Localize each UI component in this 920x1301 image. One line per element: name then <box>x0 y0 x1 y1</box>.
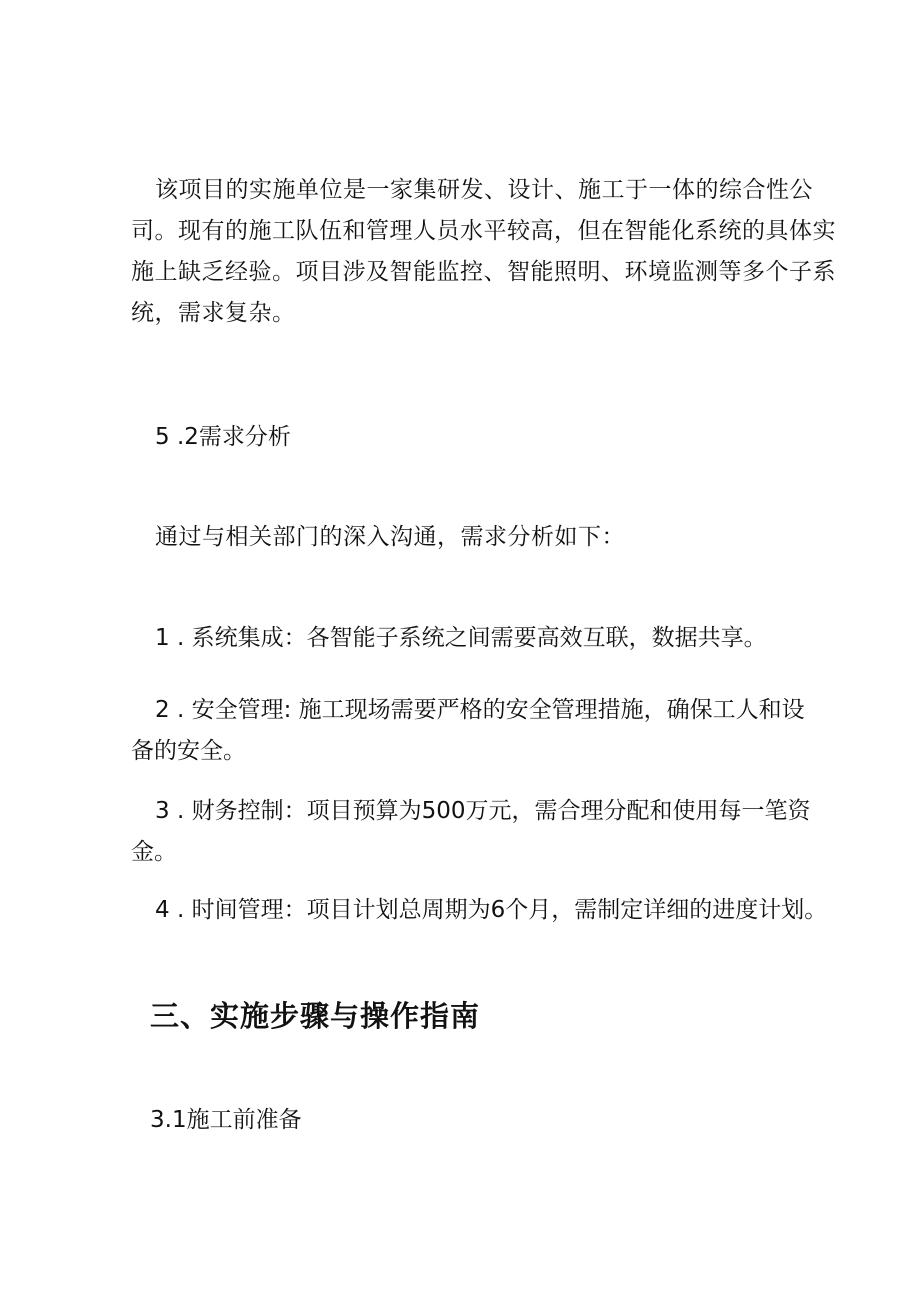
item-number: 3 <box>155 798 170 824</box>
intro-line-4: 统，需求复杂。 <box>131 300 296 326</box>
item-continuation: 金。 <box>131 839 177 865</box>
requirements-intro <box>155 517 815 558</box>
item-number: 1 <box>155 625 170 651</box>
item-number: 4 <box>155 897 170 923</box>
item-continuation: 备的安全。 <box>131 738 246 764</box>
list-item <box>155 890 827 931</box>
list-item <box>131 791 811 873</box>
requirements-intro-text: 通过与相关部门的深入沟通，需求分析如下： <box>155 524 625 550</box>
section-3-1-heading: 3.1施工前准备 <box>150 1107 302 1133</box>
section-5-2-heading: 5 .2需求分析 <box>155 424 291 450</box>
list-item <box>131 690 805 772</box>
item-text: . 安全管理: 施工现场需要严格的安全管理措施，确保工人和设 <box>169 697 805 723</box>
intro-line-1: 该项目的实施单位是一家集研发、设计、施工于一体的综合性公 <box>155 177 813 203</box>
item-number: 2 <box>155 697 170 723</box>
intro-paragraph <box>131 170 836 334</box>
intro-line-2: 司。现有的施工队伍和管理人员水平较高，但在智能化系统的具体实 <box>131 218 836 244</box>
intro-line-3: 施上缺乏经验。项目涉及智能监控、智能照明、环境监测等多个子系 <box>131 259 836 285</box>
section-3-title: 三、实施步骤与操作指南 <box>150 999 481 1033</box>
list-item <box>155 618 767 659</box>
item-text: . 系统集成：各智能子系统之间需要高效互联，数据共享。 <box>169 625 767 651</box>
item-text: . 财务控制：项目预算为500万元，需合理分配和使用每一笔资 <box>169 798 811 824</box>
item-text: . 时间管理：项目计划总周期为6个月，需制定详细的进度计划。 <box>169 897 828 923</box>
